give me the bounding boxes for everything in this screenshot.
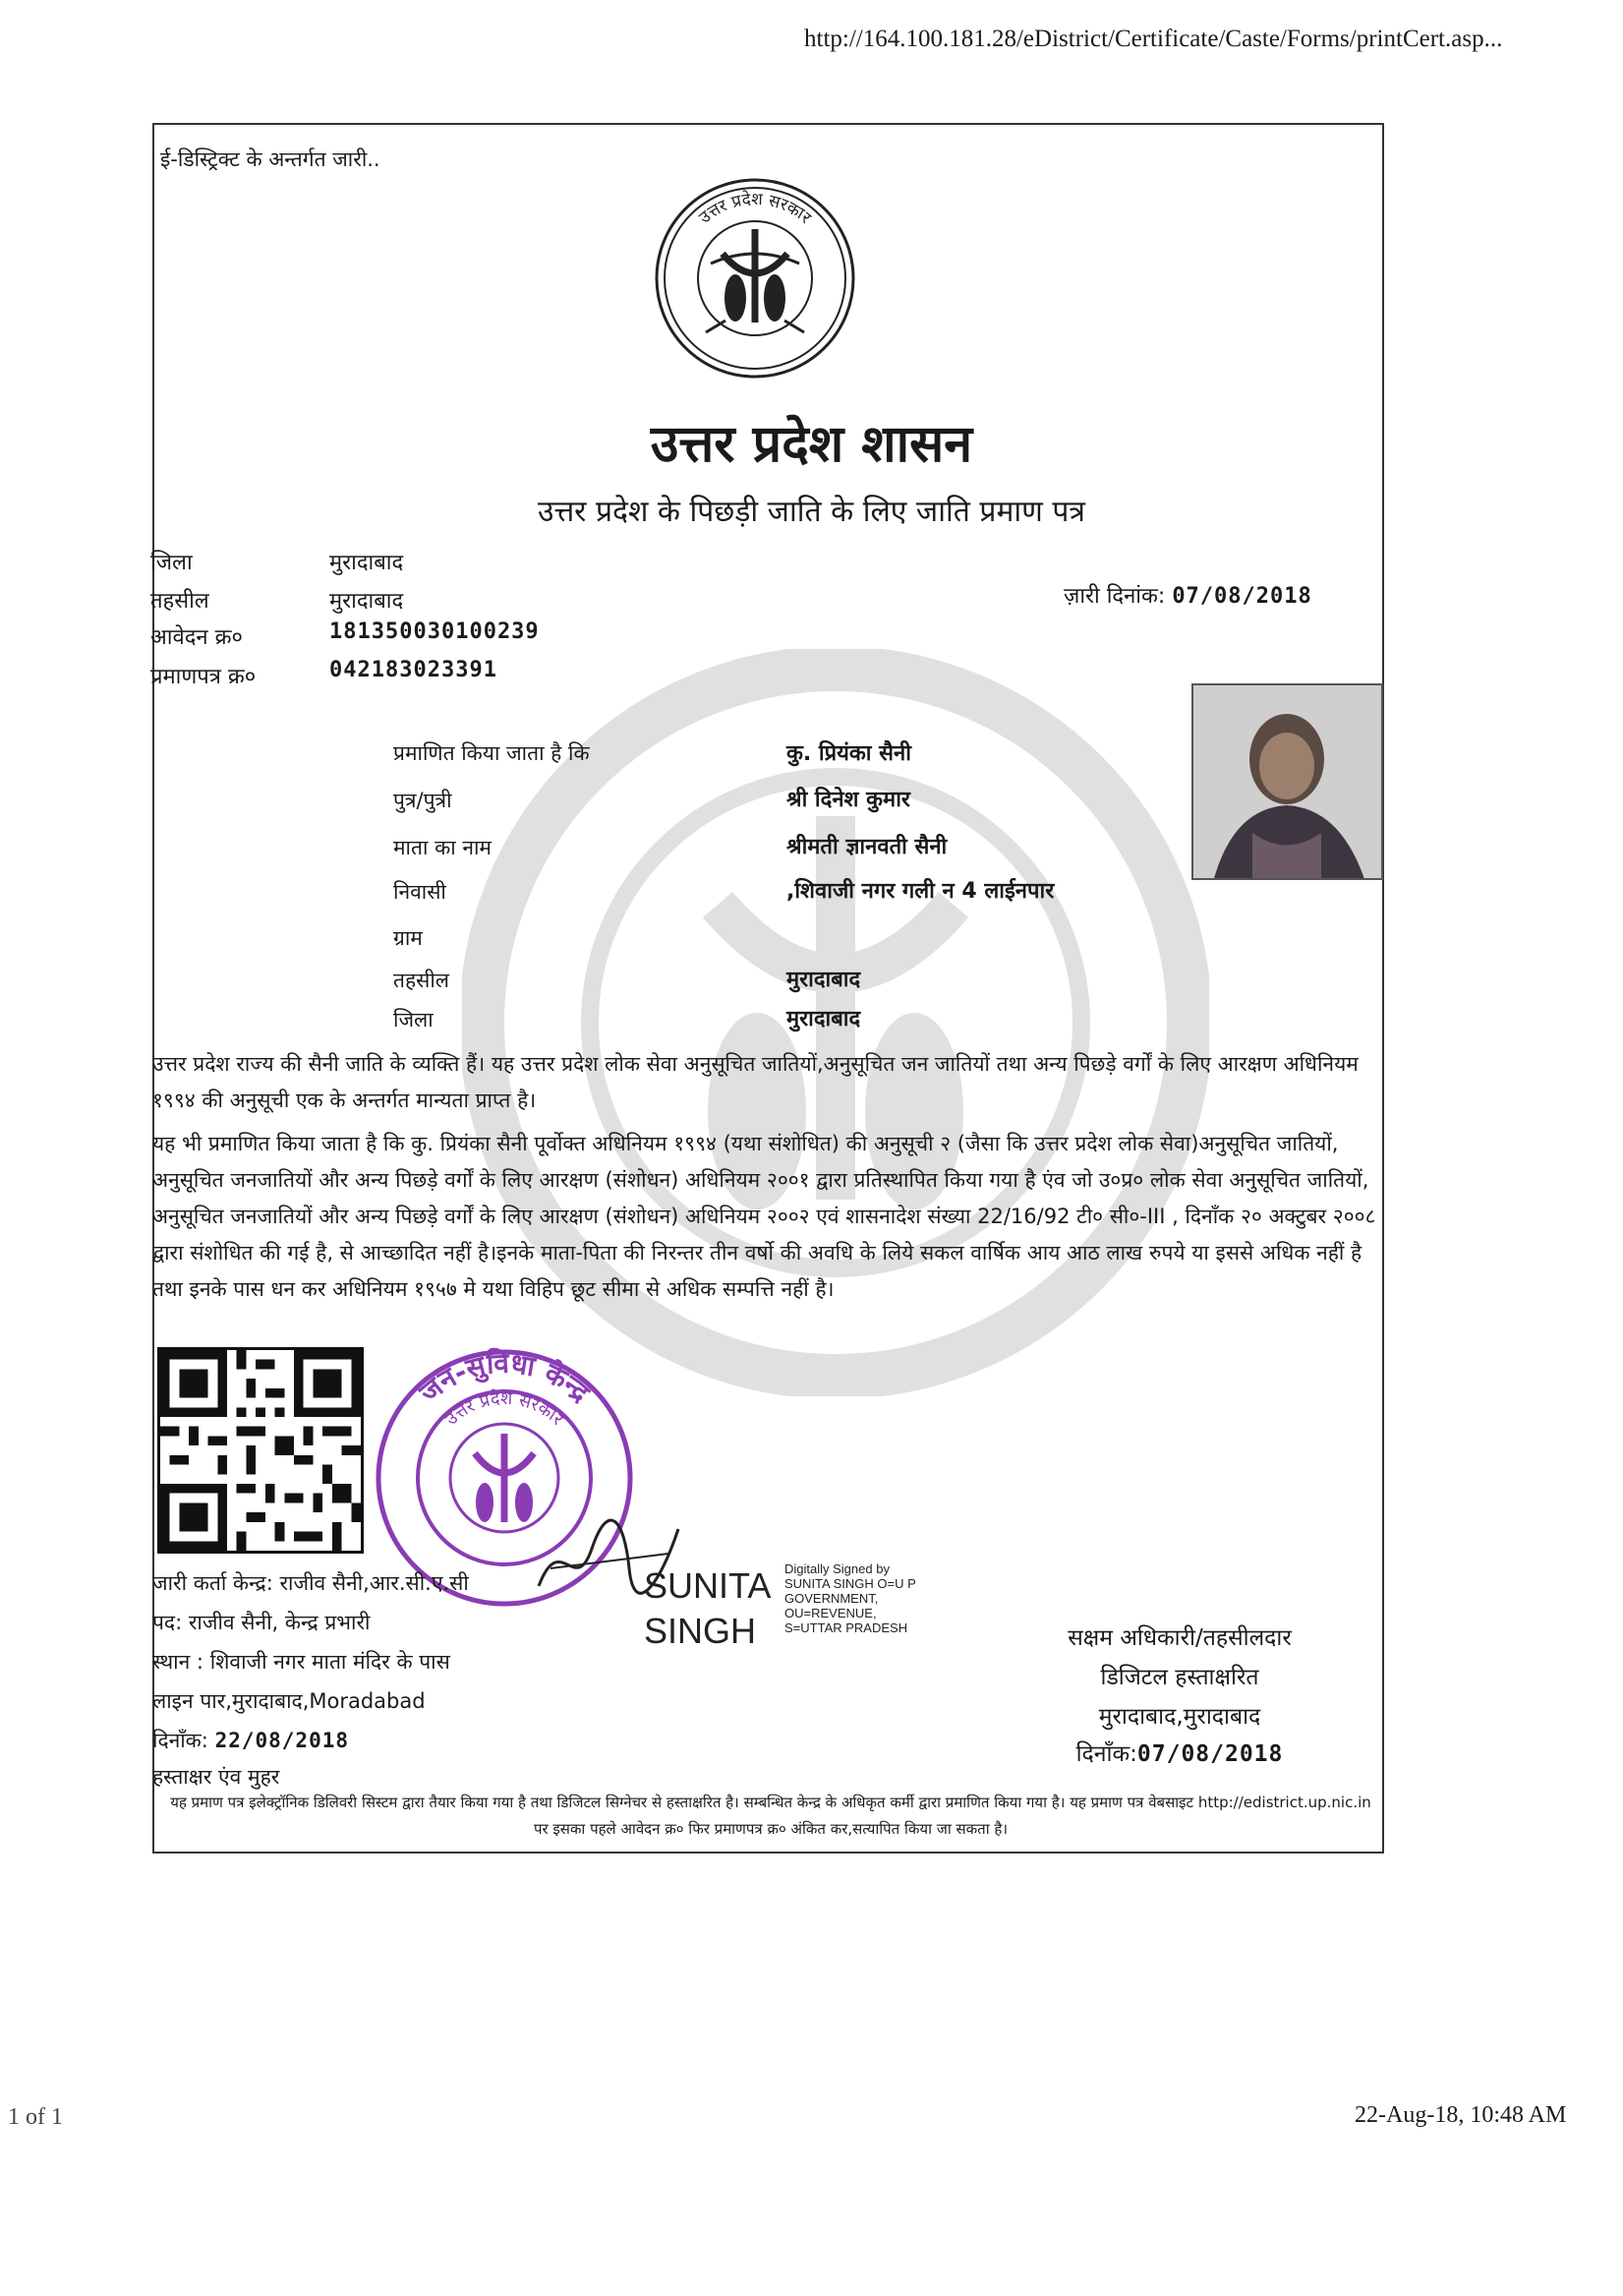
certify-label: प्रमाणित किया जाता है कि — [393, 741, 590, 765]
certificate-number-value: 042183023391 — [329, 658, 497, 682]
village-label: ग्राम — [393, 926, 423, 950]
authority-date — [983, 1737, 1376, 1768]
issue-date — [1064, 580, 1312, 610]
stamp-text: जन-सुविधा केन्द्र — [413, 1346, 597, 1409]
resident-label: निवासी — [393, 880, 446, 904]
field-district-value: मुरादाबाद — [786, 1007, 861, 1031]
district-value: मुरादाबाद — [329, 551, 404, 575]
resident-address: ,शिवाजी नगर गली न 4 लाईनपार — [786, 879, 1055, 904]
authority-date-value: 07/08/2018 — [1136, 1741, 1284, 1767]
field-tehsil-label: तहसील — [393, 969, 449, 992]
issuer-date-label: दिनाँक: — [152, 1729, 208, 1752]
district-label: जिला — [150, 551, 193, 575]
issue-date-value: 07/08/2018 — [1172, 584, 1312, 609]
dsig-line: GOVERNMENT, — [784, 1591, 879, 1606]
seal-text: उत्तर प्रदेश सरकार — [695, 189, 815, 228]
print-url: http://164.100.181.28/eDistrict/Certificate/Caste/Forms/printCert.asp... — [804, 26, 1503, 52]
issuer-date-value: 22/08/2018 — [214, 1729, 350, 1752]
certificate-subtitle: उत्तर प्रदेश के पिछड़ी जाति के लिए जाति प्रमाण पत्र — [538, 495, 1085, 529]
person-photo-icon — [1193, 685, 1383, 880]
child-of-label: पुत्र/पुत्री — [393, 789, 452, 812]
verification-footnote: यह प्रमाण पत्र इलेक्ट्रॉनिक डिलिवरी सिस्टम द्वारा तैयार किया गया है तथा डिजिटल सिग्नेचर से हस्ताक्षरित है। सम्बन्धित केन्द्र के अधिकृत कर्मी द्वारा प्रमाणित किया गया है। यह प्रमाण पत्र वेबसाइट http://edistrict.up.nic.in पर इसका पहले आवेदन क्र० फिर प्रमाणपत्र क्र० अंकित कर,सत्यापित किया जा सकता है। — [170, 1794, 1371, 1838]
father-name: श्री दिनेश कुमार — [786, 788, 910, 812]
signature-seal-label: हस्ताक्षर एंव मुहर — [152, 1765, 280, 1789]
authority-digital: डिजिटल हस्ताक्षरित — [1100, 1665, 1259, 1690]
issuer-location-line2: लाइन पार,मुरादाबाद,Moradabad — [152, 1689, 426, 1713]
mother-label: माता का नाम — [393, 836, 492, 859]
issuer-date — [152, 1727, 349, 1754]
issue-date-label: ज़ारी दिनांक: — [1064, 584, 1166, 609]
up-government-seal-icon — [652, 175, 858, 382]
issued-under-text: ई-डिस्ट्रिक्ट के अन्तर्गत जारी.. — [160, 147, 380, 171]
tehsil-value: मुरादाबाद — [329, 589, 404, 614]
issuer-designation: पद: राजीव सैनी, केन्द्र प्रभारी — [152, 1611, 371, 1634]
authority-date-label: दिनाँक: — [1075, 1741, 1137, 1767]
dsig-line: SUNITA SINGH O=U P — [784, 1576, 916, 1591]
qr-code-icon — [157, 1347, 364, 1554]
signer-last-name: SINGH — [644, 1611, 757, 1651]
svg-text:उत्तर प्रदेश सरकार — [695, 189, 815, 228]
field-district-label: जिला — [393, 1008, 434, 1031]
field-tehsil-value: मुरादाबाद — [786, 968, 861, 992]
certificate-title: उत्तर प्रदेश शासन — [650, 414, 973, 474]
applicant-name: कु. प्रियंका सैनी — [786, 741, 911, 766]
creamy-layer-paragraph: यह भी प्रमाणित किया जाता है कि कु. प्रियंका सैनी पूर्वोक्त अधिनियम १९९४ (यथा संशोधित) की अनुसूची २ (जैसा कि उत्तर प्रदेश लोक सेवा)अनुसूचित जातियों, अनुसूचित जनजातियों और अन्य पिछड़े वर्गों के लिए आरक्षण (संशोधन) अधिनियम २००१ द्वारा प्रतिस्थापित किया गया है एंव जो उ०प्र० लोक सेवा अनुसूचित जातियों, अनुसूचित जनजातियों और अन्य पिछड़े वर्गों के लिए आरक्षण (संशोधन) अधिनियम २००२ एवं शासनादेश संख्या 22/16/92 टी० सी०-III , दिनाँक २० अक्टुबर २००८ द्वारा संशोधित की गई है, से आच्छादित नहीं है।इनके माता-पिता की निरन्तर तीन वर्षो की अवधि के लिये सकल वार्षिक आय आठ लाख रुपये या इससे अधिक नहीं है तथा इनके पास धन कर अधिनियम १९५७ मे यथा विहिप छूट सीमा से अधिक सम्पत्ति नहीं है। — [152, 1132, 1376, 1301]
dsig-line: Digitally Signed by — [784, 1561, 890, 1576]
page-indicator: 1 of 1 — [8, 2104, 63, 2130]
application-number-label: आवेदन क्र० — [150, 625, 243, 650]
caste-paragraph: उत्तर प्रदेश राज्य की सैनी जाति के व्यक्ति हैं। यह उत्तर प्रदेश लोक सेवा अनुसूचित जातियों,अनुसूचित जन जातियों तथा अन्य पिछड़े वर्गों के लिए आरक्षण अधिनियम १९९४ की अनुसूची एक के अन्तर्गत मान्यता प्राप्त है। — [152, 1052, 1359, 1112]
authority-title: सक्षम अधिकारी/तहसीलदार — [1068, 1625, 1292, 1651]
dsig-line: OU=REVENUE, — [784, 1606, 877, 1620]
stamp-inner-text: उत्तर प्रदेश सरकार — [440, 1387, 568, 1430]
authority-place: मुरादाबाद,मुरादाबाद — [1098, 1704, 1261, 1730]
applicant-photo — [1191, 683, 1383, 880]
print-timestamp: 22-Aug-18, 10:48 AM — [1355, 2102, 1567, 2128]
issuer-location-line1: स्थान : शिवाजी नगर माता मंदिर के पास — [152, 1650, 450, 1674]
tehsil-label: तहसील — [150, 589, 209, 614]
certificate-number-label: प्रमाणपत्र क्र० — [150, 665, 257, 689]
dsig-line: S=UTTAR PRADESH — [784, 1620, 908, 1635]
signer-first-name: SUNITA — [644, 1565, 772, 1606]
digital-signature-details — [784, 1561, 916, 1635]
application-number-value: 181350030100239 — [329, 619, 540, 644]
mother-name: श्रीमती ज्ञानवती सैनी — [786, 835, 948, 859]
issuing-centre: जारी कर्ता केन्द्र: राजीव सैनी,आर.सी.ए.सी — [152, 1571, 469, 1595]
